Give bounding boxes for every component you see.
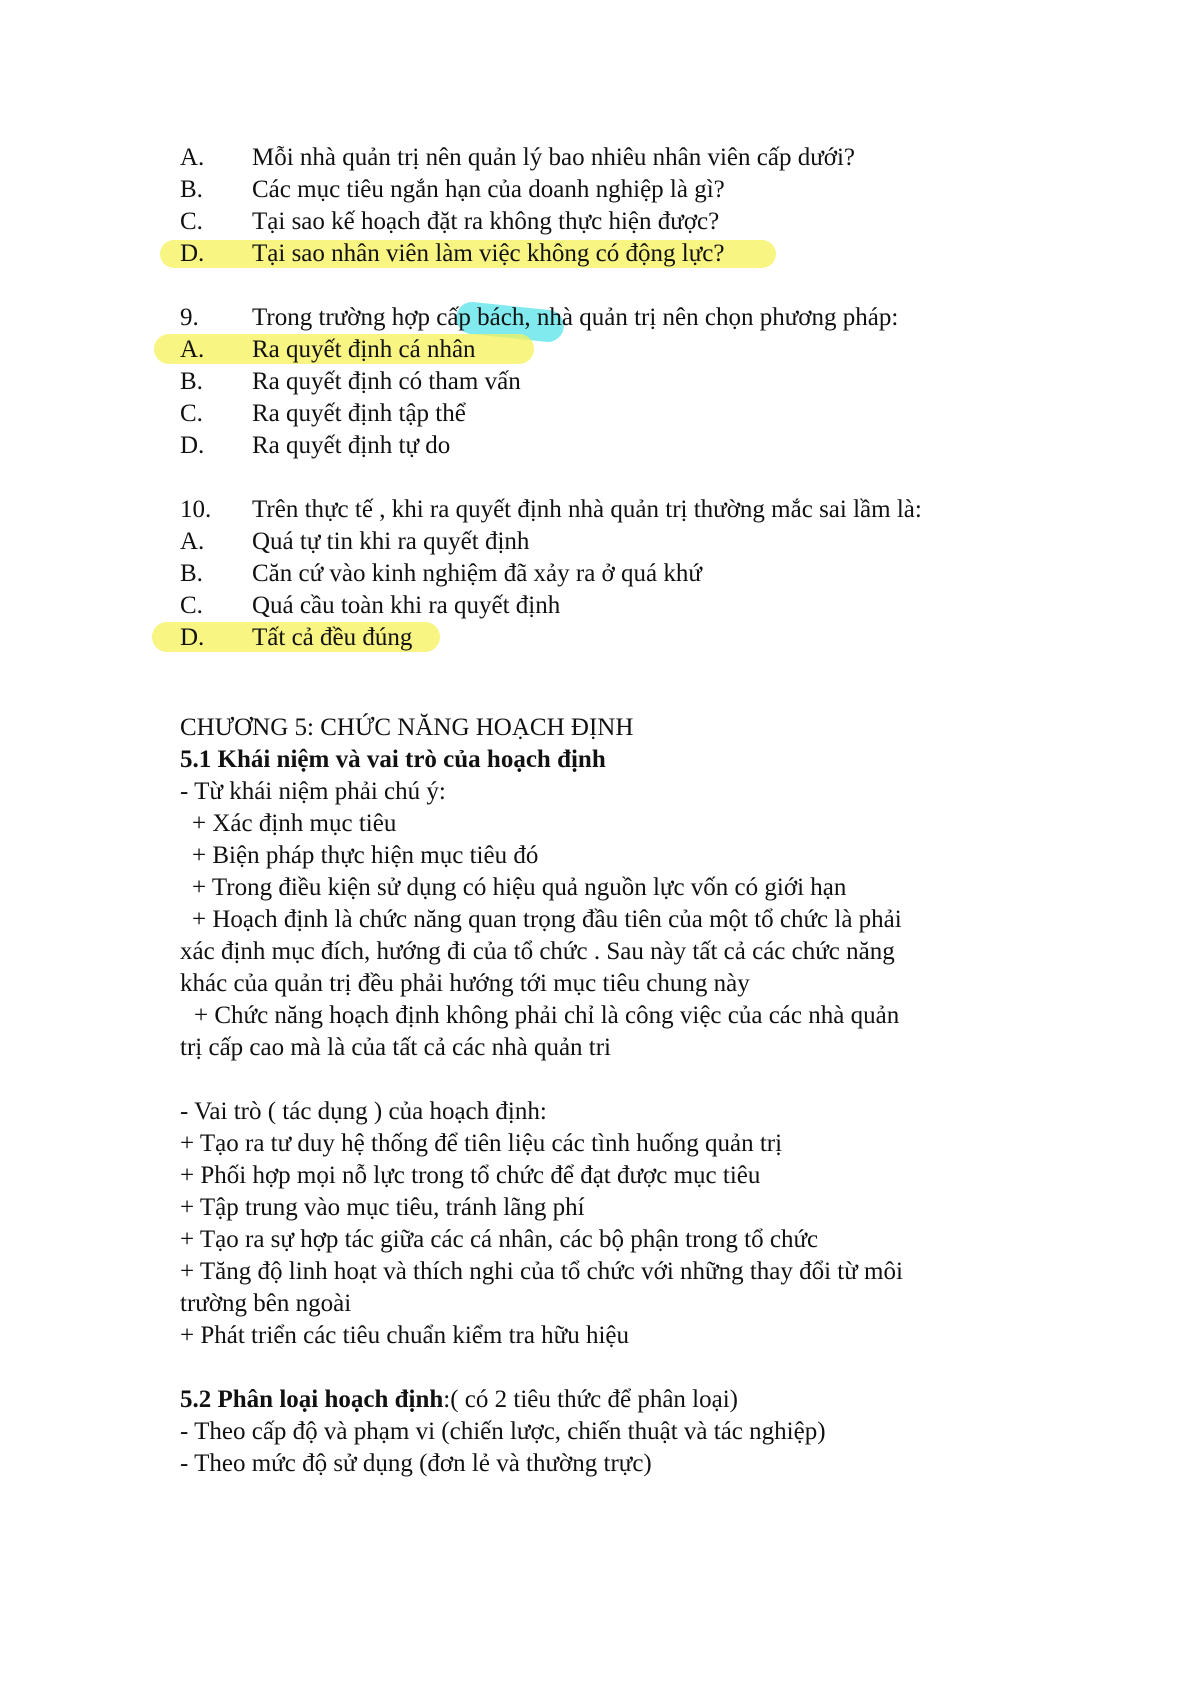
q9-option-b bbox=[180, 366, 1000, 398]
question-text-end: nhà quản trị nên chọn phương pháp: bbox=[530, 304, 899, 331]
option-label: C. bbox=[180, 400, 203, 427]
section-5-1-point: + Xác định mục tiêu bbox=[192, 810, 397, 837]
q9-option-c bbox=[180, 398, 1000, 430]
option-label: A. bbox=[180, 336, 205, 363]
section-5-1-paragraph-line: khác của quản trị đều phải hướng tới mục tiêu chung này bbox=[180, 970, 750, 997]
section-5-2-title-bold: 5.2 Phân loại hoạch định bbox=[180, 1386, 444, 1413]
question-number: 10. bbox=[180, 496, 212, 523]
section-5-1-intro: - Từ khái niệm phải chú ý: bbox=[180, 778, 446, 805]
section-5-2-title bbox=[180, 1384, 1000, 1416]
option-label: C. bbox=[180, 208, 203, 235]
q8-option-a bbox=[180, 142, 1000, 174]
role-point: + Tập trung vào mục tiêu, tránh lãng phí bbox=[180, 1194, 585, 1221]
section-5-1-point: + Biện pháp thực hiện mục tiêu đó bbox=[192, 842, 539, 869]
question-text-highlight: cấp bách, bbox=[436, 304, 531, 331]
option-label: A. bbox=[180, 144, 205, 171]
q10-option-a bbox=[180, 526, 1000, 558]
role-point: + Phối hợp mọi nỗ lực trong tổ chức để đạt được mục tiêu bbox=[180, 1162, 761, 1189]
option-label: B. bbox=[180, 368, 203, 395]
q10-option-b bbox=[180, 558, 1000, 590]
q8-option-b bbox=[180, 174, 1000, 206]
role-point: + Tăng độ linh hoạt và thích nghi của tổ chức với những thay đổi từ môi bbox=[180, 1258, 903, 1285]
option-label: B. bbox=[180, 176, 203, 203]
section-5-1-paragraph-line: trị cấp cao mà là của tất cả các nhà quản tri bbox=[180, 1034, 612, 1061]
option-text: Tất cả đều đúng bbox=[252, 624, 413, 651]
option-label: B. bbox=[180, 560, 203, 587]
question-text: Trên thực tế , khi ra quyết định nhà quản trị thường mắc sai lầm là: bbox=[252, 496, 922, 523]
section-5-2-title-rest: :( có 2 tiêu thức để phân loại) bbox=[443, 1386, 738, 1413]
role-point: + Tạo ra sự hợp tác giữa các cá nhân, các bộ phận trong tổ chức bbox=[180, 1226, 819, 1253]
role-point: + Tạo ra tư duy hệ thống để tiên liệu các tình huống quản trị bbox=[180, 1130, 783, 1157]
option-text: Mỗi nhà quản trị nên quản lý bao nhiêu nhân viên cấp dưới? bbox=[252, 144, 856, 171]
option-text: Quá tự tin khi ra quyết định bbox=[252, 528, 530, 555]
q9-option-d bbox=[180, 430, 1000, 462]
option-text: Ra quyết định tự do bbox=[252, 432, 451, 459]
section-5-1-paragraph-line: + Chức năng hoạch định không phải chỉ là công việc của các nhà quản bbox=[194, 1002, 900, 1029]
role-intro: - Vai trò ( tác dụng ) của hoạch định: bbox=[180, 1098, 547, 1125]
option-text: Ra quyết định tập thể bbox=[252, 400, 466, 427]
option-text: Ra quyết định cá nhân bbox=[252, 336, 476, 363]
option-label: D. bbox=[180, 432, 205, 459]
option-label: C. bbox=[180, 592, 203, 619]
q10-option-c bbox=[180, 590, 1000, 622]
section-5-1-point: + Trong điều kiện sử dụng có hiệu quả nguồn lực vốn có giới hạn bbox=[192, 874, 847, 901]
question-text-start: Trong trường hợp bbox=[252, 304, 437, 331]
option-text: Quá cầu toàn khi ra quyết định bbox=[252, 592, 561, 619]
option-label: D. bbox=[180, 624, 205, 651]
section-5-2-point: - Theo mức độ sử dụng (đơn lẻ và thường trực) bbox=[180, 1450, 652, 1477]
q8-option-d-highlighted bbox=[180, 238, 1000, 270]
section-5-1-paragraph-line: xác định mục đích, hướng đi của tổ chức . Sau này tất cả các chức năng bbox=[180, 938, 895, 965]
q10-question bbox=[180, 494, 1000, 526]
q9-option-a-highlighted bbox=[180, 334, 1000, 366]
q8-option-c bbox=[180, 206, 1000, 238]
q10-option-d-highlighted bbox=[180, 622, 1000, 654]
role-point-continued: trường bên ngoài bbox=[180, 1290, 352, 1317]
section-5-1-title: 5.1 Khái niệm và vai trò của hoạch định bbox=[180, 746, 606, 773]
option-label: A. bbox=[180, 528, 205, 555]
section-5-2-point: - Theo cấp độ và phạm vi (chiến lược, chiến thuật và tác nghiệp) bbox=[180, 1418, 826, 1445]
option-text: Các mục tiêu ngắn hạn của doanh nghiệp là gì? bbox=[252, 176, 725, 203]
option-text: Căn cứ vào kinh nghiệm đã xảy ra ở quá khứ bbox=[252, 560, 702, 587]
option-label: D. bbox=[180, 240, 205, 267]
chapter-title: CHƯƠNG 5: CHỨC NĂNG HOẠCH ĐỊNH bbox=[180, 714, 634, 741]
option-text: Tại sao nhân viên làm việc không có động lực? bbox=[252, 240, 725, 267]
section-5-1-paragraph-line: + Hoạch định là chức năng quan trọng đầu tiên của một tổ chức là phải bbox=[192, 906, 902, 933]
option-text: Ra quyết định có tham vấn bbox=[252, 368, 521, 395]
option-text: Tại sao kế hoạch đặt ra không thực hiện được? bbox=[252, 208, 720, 235]
q9-question bbox=[180, 302, 1000, 334]
role-point: + Phát triển các tiêu chuẩn kiểm tra hữu hiệu bbox=[180, 1322, 630, 1349]
question-number: 9. bbox=[180, 304, 199, 331]
document-page bbox=[180, 142, 1000, 1480]
